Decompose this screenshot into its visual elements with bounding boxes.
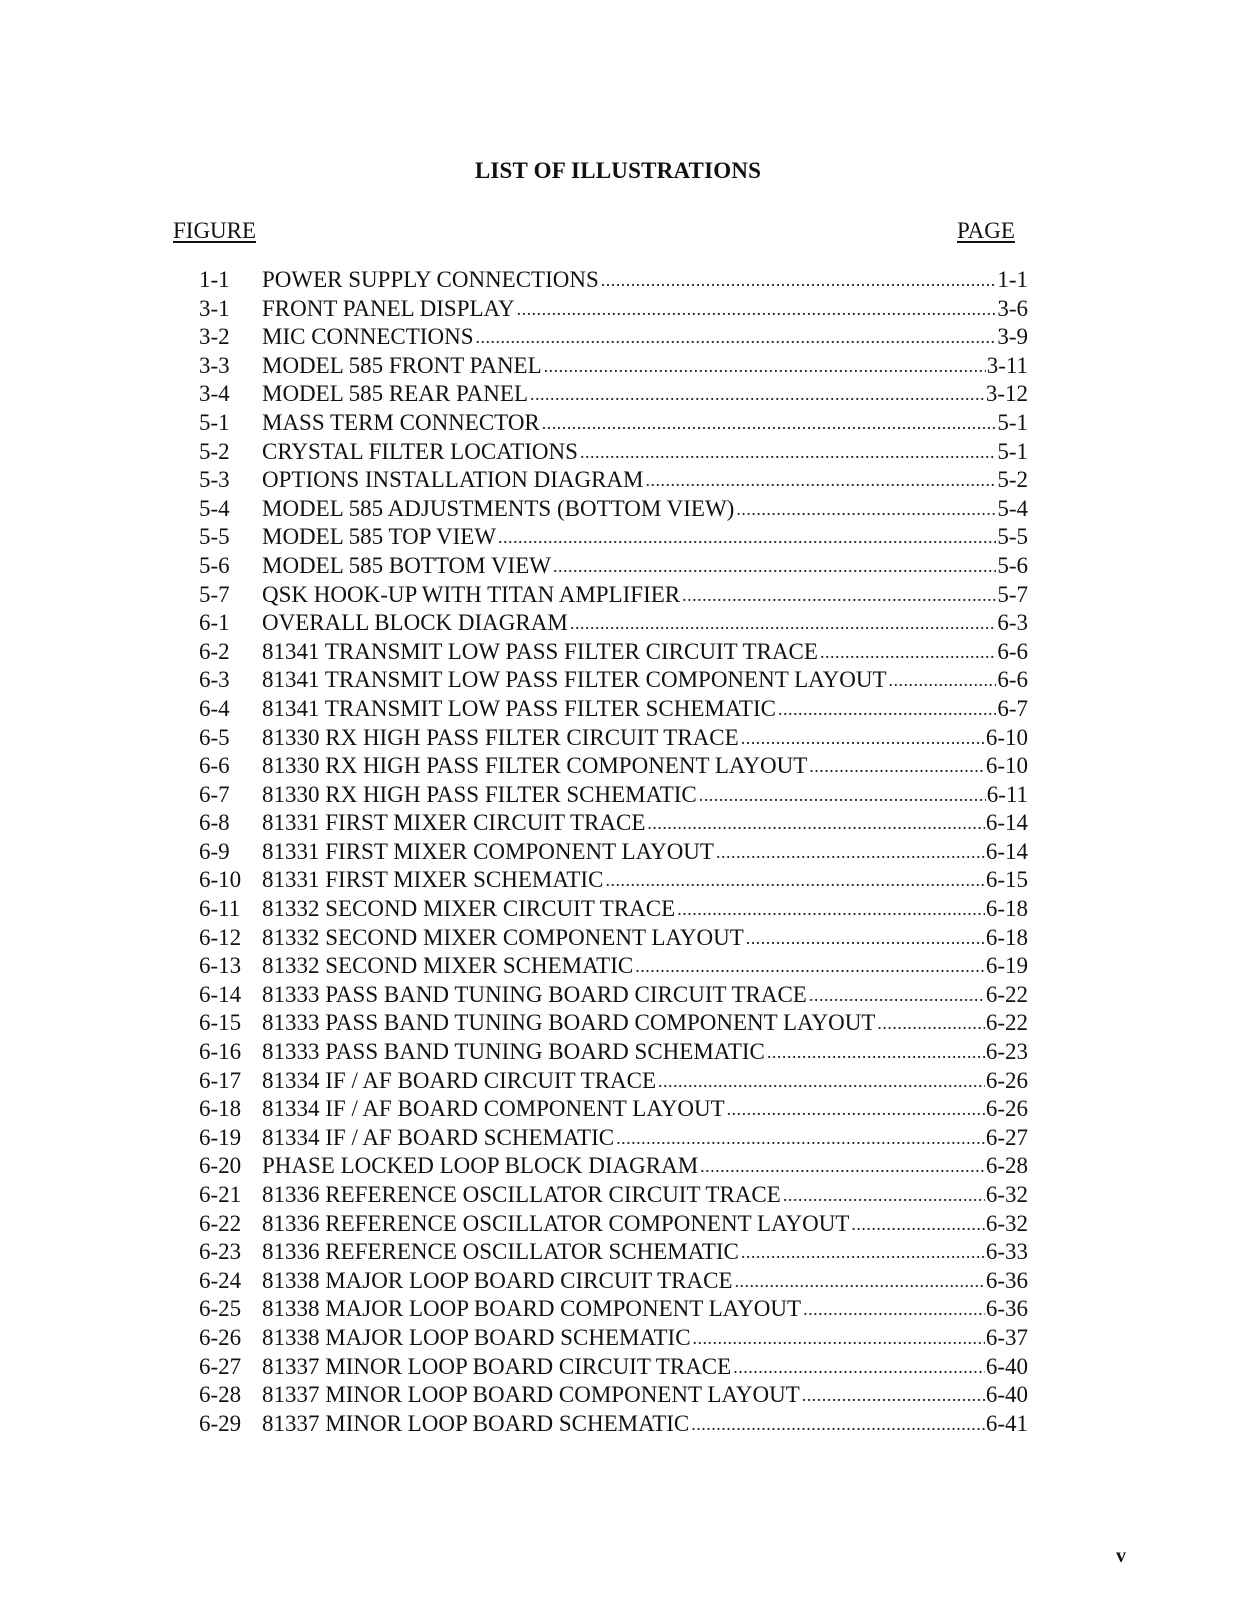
figure-title: FRONT PANEL DISPLAY [262,295,515,321]
figure-title: MODEL 585 ADJUSTMENTS (BOTTOM VIEW) [262,495,735,521]
list-item [0,1410,1236,1439]
figure-title: CRYSTAL FILTER LOCATIONS [262,438,578,464]
entry-line [262,323,1028,352]
figure-title: 81332 SECOND MIXER COMPONENT LAYOUT [262,924,744,950]
page-reference: 6-14 [985,810,1028,836]
list-item [0,809,1236,838]
figure-number: 6-18 [199,1096,242,1122]
figure-number: 6-2 [199,638,230,664]
entry-line [262,1038,1028,1067]
dot-leader [605,866,984,895]
entry-line [262,609,1028,638]
figure-number: 6-12 [199,924,242,950]
figure-number: 6-19 [199,1124,242,1150]
list-item [0,1267,1236,1296]
figure-number: 6-1 [199,610,230,636]
figure-title: 81336 REFERENCE OSCILLATOR CIRCUIT TRACE [262,1182,781,1207]
entry-line [262,581,1028,610]
figure-title: MODEL 585 FRONT PANEL [262,352,542,378]
figure-number: 6-5 [199,724,230,750]
figure-title: 81331 FIRST MIXER SCHEMATIC [262,867,604,893]
dot-leader [645,466,996,495]
figure-number: 6-14 [199,981,242,1007]
page-reference: 6-22 [985,981,1028,1007]
figure-number: 5-3 [199,467,230,493]
dot-leader [783,1181,985,1210]
figure-number: 6-15 [199,1010,242,1036]
list-item [0,1210,1236,1239]
entry-line [262,1381,1028,1410]
page-reference: 6-22 [985,1010,1028,1036]
figure-number: 6-25 [199,1296,242,1322]
figure-title: 81330 RX HIGH PASS FILTER COMPONENT LAYOUT [262,753,808,779]
page-reference: 6-18 [985,924,1028,950]
dot-leader [889,666,997,695]
page-reference: 5-4 [997,495,1028,521]
list-item [0,323,1236,352]
dot-leader [735,1267,985,1296]
dot-leader [736,495,996,524]
figure-title: MASS TERM CONNECTOR [262,409,540,435]
figure-title: 81337 MINOR LOOP BOARD SCHEMATIC [262,1410,690,1436]
dot-leader [542,409,997,438]
figure-number: 3-2 [199,324,230,350]
list-item [0,438,1236,467]
figure-title: 81333 PASS BAND TUNING BOARD SCHEMATIC [262,1039,765,1065]
entry-line [262,695,1028,724]
page-reference: 5-1 [997,438,1028,464]
figure-title: 81333 PASS BAND TUNING BOARD CIRCUIT TRACE [262,981,807,1007]
list-item [0,466,1236,495]
dot-leader [809,981,985,1010]
dot-leader [658,1067,985,1096]
figure-column-header: FIGURE [173,218,257,243]
figure-title: 81338 MAJOR LOOP BOARD COMPONENT LAYOUT [262,1296,802,1322]
entry-line [262,666,1028,695]
figure-number: 6-23 [199,1239,242,1265]
dot-leader [475,323,996,352]
list-item [0,1038,1236,1067]
figure-title: 81338 MAJOR LOOP BOARD CIRCUIT TRACE [262,1267,733,1293]
list-item [0,1381,1236,1410]
figure-number: 6-10 [199,867,242,893]
page-reference: 6-19 [985,953,1028,979]
page-reference: 6-6 [997,667,1028,693]
entry-line [262,295,1028,324]
page-reference: 6-23 [985,1039,1028,1065]
figure-number: 5-6 [199,552,230,578]
entry-line [262,552,1028,581]
figure-number: 1-1 [199,267,230,292]
entry-line [262,952,1028,981]
page-reference: 6-3 [997,610,1028,636]
list-item [0,1238,1236,1267]
dot-leader [677,895,985,924]
figure-title: 81330 RX HIGH PASS FILTER SCHEMATIC [262,781,697,807]
list-item [0,724,1236,753]
page-reference: 3-12 [985,381,1028,407]
page-reference: 6-26 [985,1067,1028,1093]
figure-number: 5-1 [199,409,230,435]
entry-line [262,1124,1028,1153]
dot-leader [530,380,985,409]
figure-number: 5-2 [199,438,230,464]
figure-number: 3-3 [199,352,230,378]
figure-title: OVERALL BLOCK DIAGRAM [262,610,568,636]
dot-leader [767,1038,985,1067]
figure-title: 81331 FIRST MIXER CIRCUIT TRACE [262,810,646,836]
list-item [0,1181,1236,1210]
figure-title: 81333 PASS BAND TUNING BOARD COMPONENT LAYOUT [262,1010,876,1036]
entry-line [262,352,1028,381]
figure-title: 81332 SECOND MIXER CIRCUIT TRACE [262,896,676,922]
entry-line [262,809,1028,838]
entry-line [262,1009,1028,1038]
list-item [0,752,1236,781]
entry-line [262,266,1028,295]
figure-number: 6-26 [199,1324,242,1350]
figure-number: 6-3 [199,667,230,693]
entry-line [262,1295,1028,1324]
entry-line [262,1324,1028,1353]
dot-leader [803,1295,985,1324]
entry-line [262,466,1028,495]
list-item [0,1067,1236,1096]
figure-title: 81341 TRANSMIT LOW PASS FILTER SCHEMATIC [262,695,776,721]
dot-leader [820,638,996,667]
list-item [0,781,1236,810]
dot-leader [877,1009,984,1038]
dot-leader [809,752,985,781]
figure-number: 6-6 [199,753,230,779]
figure-title: 81338 MAJOR LOOP BOARD SCHEMATIC [262,1324,691,1350]
figure-number: 6-27 [199,1353,242,1379]
figure-number: 3-4 [199,381,230,407]
page-reference: 6-15 [985,867,1028,893]
figure-title: 81341 TRANSMIT LOW PASS FILTER COMPONENT LAYOUT [262,667,887,693]
page-reference: 1-1 [997,267,1028,292]
page-reference: 6-10 [985,724,1028,750]
dot-leader [517,295,997,324]
figure-number: 6-28 [199,1382,242,1408]
page-reference: 5-6 [997,552,1028,578]
list-item [0,952,1236,981]
entry-line [262,1410,1028,1439]
page-reference: 6-18 [985,896,1028,922]
figure-title: 81331 FIRST MIXER COMPONENT LAYOUT [262,838,714,864]
dot-leader [778,695,996,724]
page-reference: 6-14 [985,838,1028,864]
page-reference: 6-32 [985,1182,1028,1207]
list-item [0,523,1236,552]
figure-title: 81336 REFERENCE OSCILLATOR SCHEMATIC [262,1239,739,1265]
list-item [0,609,1236,638]
figure-number: 3-1 [199,295,230,321]
figure-number: 5-4 [199,495,230,521]
page-reference: 6-28 [985,1153,1028,1179]
figure-title: 81337 MINOR LOOP BOARD COMPONENT LAYOUT [262,1382,800,1408]
page-reference: 3-9 [997,324,1028,350]
entry-line [262,523,1028,552]
list-item [0,638,1236,667]
figure-number: 6-16 [199,1039,242,1065]
figure-title: 81341 TRANSMIT LOW PASS FILTER CIRCUIT TRACE [262,638,818,664]
figure-title: MIC CONNECTIONS [262,324,474,350]
figure-number: 6-20 [199,1153,242,1179]
page-reference: 6-36 [985,1296,1028,1322]
dot-leader [733,1353,985,1382]
dot-leader [544,352,986,381]
entry-line [262,438,1028,467]
page-reference: 6-33 [985,1239,1028,1265]
list-item [0,1324,1236,1353]
figure-number: 6-4 [199,695,230,721]
entry-line [262,1267,1028,1296]
entry-line [262,724,1028,753]
page-number: v [1116,1545,1126,1567]
page-reference: 5-7 [997,581,1028,607]
page-reference: 5-1 [997,409,1028,435]
figure-number: 6-13 [199,953,242,979]
list-item [0,895,1236,924]
entry-line [262,752,1028,781]
entry-line [262,866,1028,895]
figure-title: 81334 IF / AF BOARD SCHEMATIC [262,1124,615,1150]
dot-leader [616,1124,985,1153]
figure-number: 6-11 [199,896,241,922]
figure-number: 5-7 [199,581,230,607]
entry-line [262,409,1028,438]
page-title: LIST OF ILLUSTRATIONS [474,158,762,183]
list-item [0,581,1236,610]
list-item [0,838,1236,867]
list-item [0,866,1236,895]
entry-line [262,1353,1028,1382]
figure-title: 81334 IF / AF BOARD CIRCUIT TRACE [262,1067,657,1093]
page-reference: 3-11 [986,352,1028,378]
figure-title: 81337 MINOR LOOP BOARD CIRCUIT TRACE [262,1353,732,1379]
dot-leader [716,838,985,867]
page-reference: 6-11 [986,781,1028,807]
entry-line [262,924,1028,953]
list-item [0,924,1236,953]
entry-line [262,638,1028,667]
dot-leader [741,724,985,753]
list-item [0,695,1236,724]
figure-title: 81334 IF / AF BOARD COMPONENT LAYOUT [262,1096,725,1122]
page-reference: 3-6 [997,295,1028,321]
dot-leader [601,266,997,295]
entry-line [262,981,1028,1010]
page-reference: 6-40 [985,1353,1028,1379]
dot-leader [498,523,996,552]
figure-number: 6-24 [199,1267,242,1293]
dot-leader [691,1410,985,1439]
figure-number: 6-8 [199,810,230,836]
page-reference: 5-2 [997,467,1028,493]
dot-leader [700,1152,985,1181]
page-reference: 6-37 [985,1324,1028,1350]
dot-leader [580,438,996,467]
dot-leader [746,924,985,953]
figure-title: OPTIONS INSTALLATION DIAGRAM [262,467,644,493]
dot-leader [727,1095,985,1124]
entry-line [262,1210,1028,1239]
dot-leader [693,1324,985,1353]
entry-line [262,1067,1028,1096]
list-item [0,1124,1236,1153]
list-item [0,1353,1236,1382]
list-item [0,266,1236,295]
list-item [0,666,1236,695]
entry-line [262,495,1028,524]
page-reference: 6-7 [997,695,1028,721]
figure-number: 6-7 [199,781,230,807]
entry-line [262,781,1028,810]
figure-number: 5-5 [199,524,230,550]
entry-line [262,1238,1028,1267]
figure-number: 6-29 [199,1410,242,1436]
dot-leader [635,952,985,981]
entry-line [262,1181,1028,1210]
figure-title: 81330 RX HIGH PASS FILTER CIRCUIT TRACE [262,724,739,750]
dot-leader [647,809,984,838]
list-item [0,295,1236,324]
figure-title: MODEL 585 REAR PANEL [262,381,529,407]
page-reference: 6-36 [985,1267,1028,1293]
figure-title: POWER SUPPLY CONNECTIONS [262,267,599,292]
page-reference: 6-40 [985,1382,1028,1408]
page-column-header: PAGE [957,218,1015,243]
page-reference: 5-5 [997,524,1028,550]
dot-leader [699,781,986,810]
entry-line [262,895,1028,924]
page-reference: 6-26 [985,1096,1028,1122]
list-item [0,981,1236,1010]
figure-title: 81332 SECOND MIXER SCHEMATIC [262,953,634,979]
entry-line [262,838,1028,867]
entry-line [262,380,1028,409]
list-item [0,1095,1236,1124]
page-reference: 6-6 [997,638,1028,664]
page-reference: 6-27 [985,1124,1028,1150]
illustrations-list [0,266,1236,1438]
dot-leader [682,581,996,610]
entry-line [262,1095,1028,1124]
list-item [0,1152,1236,1181]
figure-number: 6-9 [199,838,230,864]
figure-title: 81336 REFERENCE OSCILLATOR COMPONENT LAYOUT [262,1210,850,1236]
figure-number: 6-21 [199,1182,242,1207]
dot-leader [802,1381,985,1410]
list-item [0,352,1236,381]
dot-leader [741,1238,985,1267]
page-reference: 6-41 [985,1410,1028,1436]
list-item [0,552,1236,581]
dot-leader [851,1210,984,1239]
figure-title: MODEL 585 BOTTOM VIEW [262,552,551,578]
list-item [0,1009,1236,1038]
list-item [0,380,1236,409]
figure-title: MODEL 585 TOP VIEW [262,524,497,550]
figure-title: PHASE LOCKED LOOP BLOCK DIAGRAM [262,1153,699,1179]
list-item [0,495,1236,524]
figure-number: 6-22 [199,1210,242,1236]
list-item [0,1295,1236,1324]
figure-number: 6-17 [199,1067,242,1093]
entry-line [262,1152,1028,1181]
dot-leader [553,552,996,581]
dot-leader [570,609,997,638]
page-reference: 6-10 [985,753,1028,779]
list-item [0,409,1236,438]
figure-title: QSK HOOK-UP WITH TITAN AMPLIFIER [262,581,681,607]
page-reference: 6-32 [985,1210,1028,1236]
